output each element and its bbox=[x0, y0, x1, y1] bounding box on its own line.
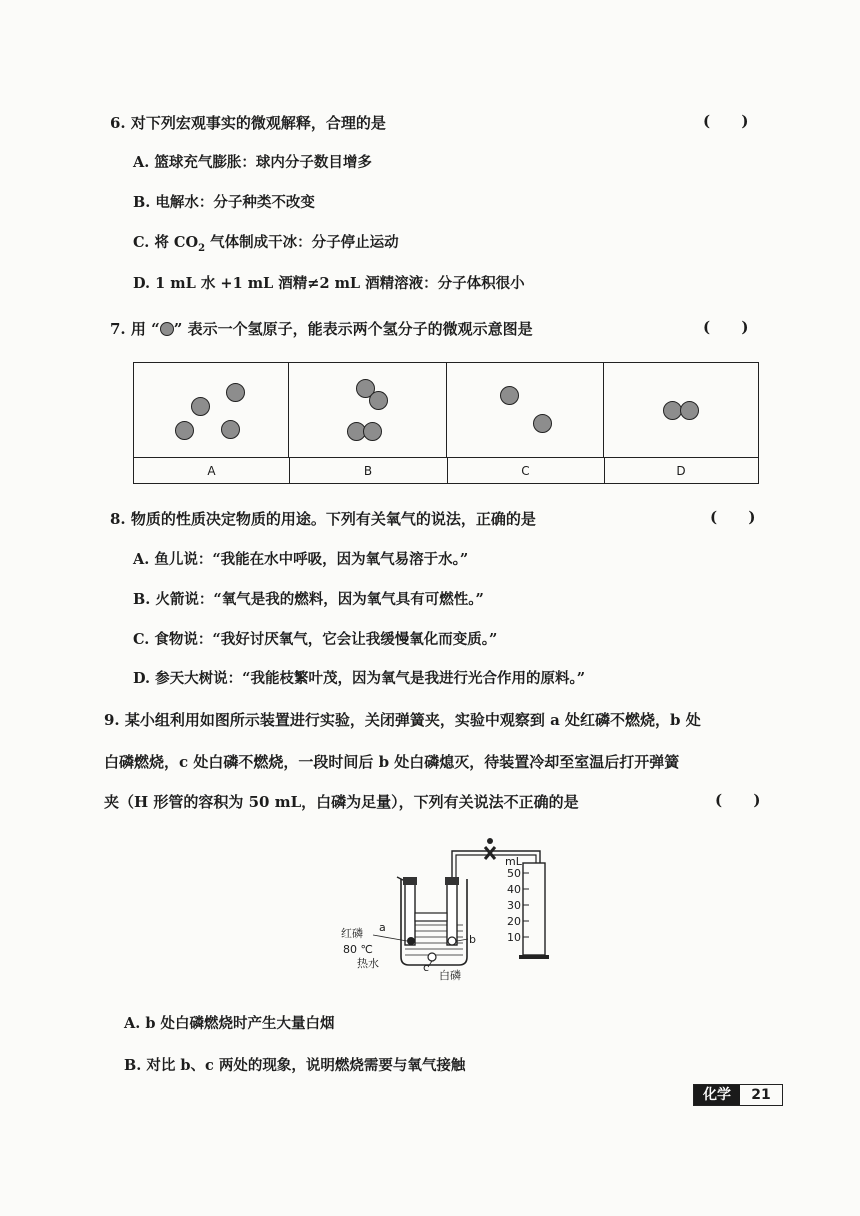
atom bbox=[175, 421, 194, 440]
q6-option-c-rest: 气体制成干冰：分子停止运动 bbox=[205, 234, 399, 251]
atom bbox=[369, 391, 388, 410]
q7-cell-b bbox=[289, 363, 447, 457]
q8-stem: 8. 物质的性质决定物质的用途。下列有关氧气的说法，正确的是 bbox=[110, 510, 536, 528]
red-phosphorus-a bbox=[407, 937, 415, 945]
atom bbox=[500, 386, 519, 405]
q7-label-d: D bbox=[676, 464, 686, 478]
h-tube-left-arm bbox=[405, 883, 415, 945]
label-c: c bbox=[423, 961, 430, 974]
q9-stem-line-2: 白磷燃烧，c 处白磷不燃烧，一段时间后 b 处白磷熄灭，待装置冷却至室温后打开弹簧 bbox=[104, 753, 680, 771]
q9-stem-line-3: 夹（H 形管的容积为 50 mL，白磷为足量），下列有关说法不正确的是 bbox=[104, 793, 579, 811]
subject-label: 化学 bbox=[694, 1085, 740, 1105]
q6-option-a: A. 篮球充气膨胀：球内分子数目增多 bbox=[133, 154, 372, 171]
q8-answer-paren: ( ) bbox=[710, 508, 756, 526]
atom bbox=[226, 383, 245, 402]
spring-clamp-icon bbox=[485, 847, 495, 859]
q8-option-a: A. 鱼儿说：“我能在水中呼吸，因为氧气易溶于水。” bbox=[133, 551, 469, 568]
q7-answer-paren: ( ) bbox=[703, 318, 749, 336]
q9-stem-line-1: 9. 某小组利用如图所示装置进行实验，关闭弹簧夹，实验中观察到 a 处红磷不燃烧，b 处 bbox=[104, 711, 701, 729]
q7-label-b: B bbox=[363, 464, 373, 478]
cylinder-unit: mL bbox=[505, 855, 522, 868]
q9-option-b: B. 对比 b、c 两处的现象，说明燃烧需要与氧气接触 bbox=[124, 1057, 466, 1074]
q7-stem-post: ” 表示一个氢原子，能表示两个氢分子的微观示意图是 bbox=[173, 320, 533, 338]
q7-stem bbox=[110, 318, 533, 339]
label-a: a bbox=[379, 921, 386, 934]
tick-label: 10 bbox=[507, 931, 521, 944]
tick-label: 50 bbox=[507, 867, 521, 880]
q7-label-c: C bbox=[521, 464, 530, 478]
label-temp: 80 ℃ bbox=[343, 943, 373, 956]
stopper-left bbox=[403, 877, 417, 885]
label-red-phosphorus: 红磷 bbox=[341, 927, 363, 940]
label-hot-water: 热水 bbox=[357, 957, 379, 970]
q6-option-d: D. 1 mL 水 +1 mL 酒精≠2 mL 酒精溶液：分子体积很小 bbox=[133, 275, 525, 292]
q7-label-a: A bbox=[207, 464, 216, 478]
h-tube-right-arm bbox=[447, 883, 457, 945]
q7-label-row bbox=[134, 457, 758, 484]
stopper-right bbox=[445, 877, 459, 885]
tick-label: 40 bbox=[507, 883, 521, 896]
graduated-cylinder bbox=[523, 863, 545, 955]
q8-option-b: B. 火箭说：“氧气是我的燃料，因为氧气具有可燃性。” bbox=[133, 591, 484, 608]
label-b: b bbox=[469, 933, 476, 946]
q9-apparatus-diagram bbox=[335, 833, 565, 983]
q6-option-c-pre: C. 将 CO bbox=[133, 234, 199, 251]
q6-answer-paren: ( ) bbox=[703, 112, 749, 130]
q8-option-c: C. 食物说：“我好讨厌氧气，它会让我缓慢氧化而变质。” bbox=[133, 631, 498, 648]
atom bbox=[680, 401, 699, 420]
atom bbox=[533, 414, 552, 433]
q6-option-c-sub: 2 bbox=[198, 242, 206, 254]
atom bbox=[191, 397, 210, 416]
q7-stem-pre: 7. 用 “ bbox=[110, 320, 160, 338]
q6-stem: 6. 对下列宏观事实的微观解释，合理的是 bbox=[110, 114, 386, 132]
tick-label: 30 bbox=[507, 899, 521, 912]
q9-option-a: A. b 处白磷燃烧时产生大量白烟 bbox=[124, 1015, 335, 1032]
atom bbox=[363, 422, 382, 441]
q7-cell-d bbox=[604, 363, 758, 457]
q7-cell-c bbox=[447, 363, 604, 457]
q8-option-d: D. 参天大树说：“我能枝繁叶茂，因为氧气是我进行光合作用的原料。” bbox=[133, 670, 586, 687]
q6-option-c bbox=[133, 231, 399, 254]
q6-option-b: B. 电解水：分子种类不改变 bbox=[133, 194, 315, 211]
h-tube-bridge bbox=[415, 913, 447, 921]
tick-label: 20 bbox=[507, 915, 521, 928]
white-phosphorus-c bbox=[428, 953, 436, 961]
atom bbox=[221, 420, 240, 439]
page-number: 21 bbox=[751, 1087, 771, 1103]
hydrogen-atom-icon bbox=[160, 322, 174, 336]
q7-diagram-table bbox=[133, 362, 759, 484]
q9-answer-paren: ( ) bbox=[715, 791, 761, 809]
q7-cell-a bbox=[134, 363, 289, 457]
white-phosphorus-b bbox=[448, 937, 456, 945]
page-footer-tag bbox=[693, 1084, 783, 1106]
label-white-phosphorus: 白磷 bbox=[439, 969, 461, 982]
